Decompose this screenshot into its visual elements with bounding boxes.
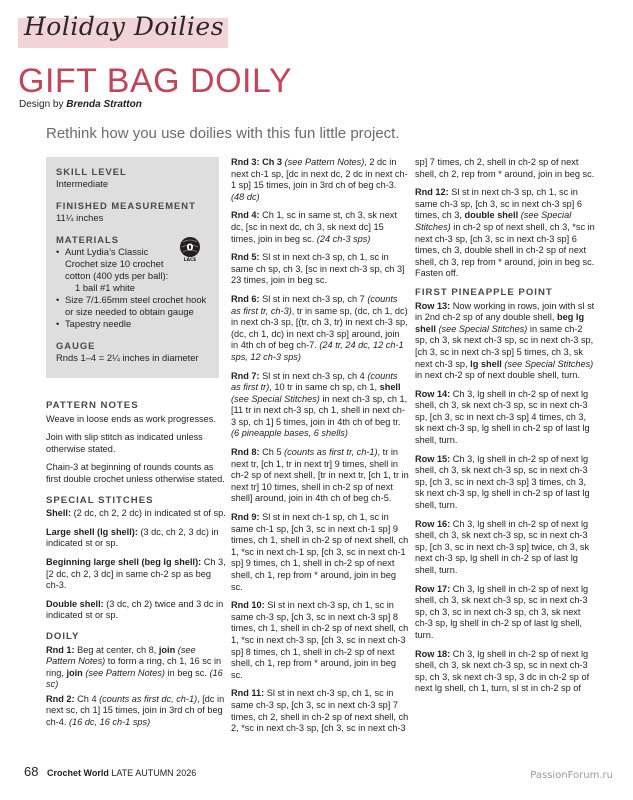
round-term: double shell [464, 210, 519, 221]
round-instruction [231, 600, 409, 681]
row-text: in next ch-2 sp of next double shell, turn. [415, 370, 580, 381]
round-instruction [231, 688, 409, 734]
stitch-name: Shell: [46, 508, 72, 519]
row-text: Ch 3, lg shell in ch-2 sp of next lg shell, ch 3, sk next ch-3 sp, sc in next ch-3 sp, ch 3, sk next ch-3 sp, 3 dc in ch-2 sp of next lg shell, ch 1, turn, sl st in ch-2 sp of [415, 648, 590, 694]
stitch-text: (3 dc, ch 2, 3 dc) in indicated st or sp. [46, 526, 219, 549]
column-1 [46, 400, 226, 736]
row-instruction [415, 649, 595, 695]
round-note: (counts as first dc, ch-1) [99, 693, 198, 704]
stitch-definition [46, 527, 226, 550]
round-term: join [158, 644, 176, 655]
round-instruction [46, 645, 226, 691]
round-text: , 10 tr in same ch sp, ch 1, [269, 382, 380, 393]
round-instruction [415, 187, 595, 280]
byline-prefix: Design by [19, 99, 67, 110]
column-2 [231, 157, 409, 742]
material-item [56, 282, 216, 294]
round-label: Rnd 10: [231, 600, 265, 611]
round-label: Rnd 7: [231, 370, 260, 381]
round-count: (24 ch-3 sps) [316, 233, 371, 244]
row-instruction [415, 454, 595, 512]
yarn-weight-icon [177, 236, 203, 262]
round-label: Rnd 3: Ch 3 [231, 157, 283, 167]
round-label: Rnd 12: [415, 187, 449, 198]
material-item [56, 318, 216, 330]
round-label: Rnd 5: [231, 252, 260, 263]
round-count: (16 dc, 16 ch-1 sps) [68, 717, 151, 728]
gauge-heading: GAUGE [56, 340, 96, 351]
round-text: in next ch-3 sp, ch 1, [11 tr in next ch-3 sp, ch 1, shell in next ch-3 sp, ch 1] 5 times, join in 4th ch of beg tr. [231, 393, 408, 427]
designer-name: Brenda Stratton [66, 99, 142, 110]
intro-text: Rethink how you use doilies with this fun little project. [46, 125, 400, 142]
round-instruction [231, 210, 409, 245]
row-text: Now working in rows, join with sl st in 2nd ch-2 sp of any double shell, [415, 300, 595, 323]
round-label: Rnd 2: [46, 693, 75, 704]
issue-date: LATE AUTUMN 2026 [111, 768, 197, 778]
round-term: join [66, 667, 83, 678]
row-note: (see Special Stitches) [501, 358, 594, 369]
round-count: (48 dc) [231, 191, 260, 202]
round-text: , tr in next tr, [ch 1, tr in next tr] 9 times, shell in ch-2 sp of next shell, [tr in next tr, [ch 1, tr in next tr] 10 times, shell in ch-2 sp of next shell] around, join in 4th ch of beg ch-5. [231, 447, 409, 504]
round-text: to form a ring, ch 1, 16 sc in ring, [46, 656, 222, 678]
round-text: Beg at center, ch 8, [74, 644, 159, 655]
round-note: (counts as first tr, ch-1) [284, 447, 378, 458]
round-note: (see Special Stitches) [231, 393, 320, 404]
round-instruction [231, 512, 409, 593]
round-note: (see Pattern Notes) [282, 157, 365, 167]
round-note: (counts as first tr) [231, 370, 398, 393]
material-text: Size 7/1.65mm steel crochet hook or size needed to obtain gauge [65, 294, 207, 317]
round-text: Sl st in next ch-3 sp, ch 1, sc in same ch-3 sp, [ch 3, sc in next ch-3 sp] 6 times, ch 3, [415, 187, 582, 221]
material-item [56, 294, 216, 318]
round-instruction [231, 447, 409, 505]
row-term: lg shell [470, 358, 502, 369]
round-text: Ch 5 [259, 447, 285, 458]
material-text: Tapestry needle [65, 318, 132, 329]
round-label: Rnd 9: [231, 512, 260, 523]
materials-heading: MATERIALS [56, 234, 119, 245]
round-text: , 2 dc in next ch-1 sp, [dc in next dc, 2 dc in next ch-1 sp] 15 times, join in 3rd ch of beg ch-3. [231, 157, 408, 191]
section-banner-text: Holiday Doilies [24, 12, 225, 41]
round-text: Sl st in next ch-3 sp, ch 1, sc in same ch-3 sp, [ch 3, sc in next ch-3 sp] 8 times, ch 1, shell in ch-2 sp of next shell, ch 1, *sc in next ch-3 sp, [ch 3, sc in next ch-3 sp] 8 times, ch 1, shell in ch-2 sp of next shell, ch 1, rep from * around, join in beg sc. [231, 600, 409, 680]
column-3 [415, 157, 595, 702]
stitch-name: Beginning large shell (beg lg shell): [46, 556, 202, 567]
round-label: Rnd 1: [46, 644, 75, 655]
row-label: Row 13: [415, 300, 451, 311]
round-instruction [231, 157, 409, 203]
skill-heading: SKILL LEVEL [56, 166, 127, 177]
stitch-name: Double shell: [46, 598, 104, 609]
round-text: Sl st in next ch-3 sp, ch 1, sc in same ch sp, ch 3, [sc in next ch-3 sp, ch 3] 23 times, join in beg sc. [231, 252, 405, 286]
round-instruction [231, 294, 409, 364]
row-label: Row 17: [415, 583, 451, 594]
stitch-text: (3 dc, ch 2) twice and 3 dc in indicated st or sp. [46, 598, 224, 621]
info-sidebar [46, 157, 219, 378]
round-text: sp] 7 times, ch 2, shell in ch-2 sp of next shell, ch 2, rep from * around, join in beg sc. [415, 157, 595, 179]
material-text: Aunt Lydia’s Classic Crochet size 10 crochet cotton (400 yds per ball): [65, 246, 169, 281]
round-text: Sl st in next ch-1 sp, ch 1, sc in same ch-1 sp, [ch 3, sc in next ch-1 sp] 9 times, ch 1, shell in ch-2 sp of next shell, ch 1, *sc in next ch-1 sp, [ch 3, sc in next ch-1 sp] 9 times, ch 1, shell in ch-2 sp of next shell, ch 1, rep from * around, join in beg sc. [231, 512, 409, 592]
round-note: (see Pattern Notes) [46, 644, 196, 667]
row-text: Ch 3, lg shell in ch-2 sp of next lg shell, ch 3, sk next ch-3 sp, sc in next ch-3 sp, ch 3, sc in next ch-3 sp, ch 3, sk next ch-3 sp, lg shell in ch-2 sp of last lg shell, turn. [415, 583, 589, 640]
pattern-note: Weave in loose ends as work progresses. [46, 413, 216, 424]
round-text: Ch 1, sc in same st, ch 3, sk next dc, [sc in next dc, ch 3, sk next dc] 15 times, join in beg sc. [231, 210, 397, 244]
doily-heading: DOILY [46, 630, 80, 642]
round-count: (16 sc) [46, 667, 223, 690]
round-label: Rnd 8: [231, 447, 260, 458]
row-text: Ch 3, lg shell in ch-2 sp of next lg shell, ch 3, sk next ch-3 sp, sc in next ch-3 sp, [ch 3, sc in next ch-3 sp] twice, ch 3, sk next ch-3 sp, lg shell in ch-2 sp of last lg shell, turn. [415, 518, 590, 575]
row-text: Ch 3, lg shell in ch-2 sp of next lg shell, ch 3, sk next ch-3 sp, sc in next ch-3 sp, [ch 3, sc in next ch-3 sp] 3 times, ch 3, sk next ch-3 sp, lg shell in ch-2 sp of last lg shell, turn. [415, 453, 590, 511]
byline [19, 99, 142, 110]
round-term: shell [379, 382, 401, 393]
stitch-definition [46, 508, 226, 520]
pattern-note: Join with slip stitch as indicated unless otherwise stated. [46, 432, 203, 454]
skill-value: Intermediate [56, 178, 109, 189]
row-label: Row 18: [415, 648, 451, 659]
magazine-name: Crochet World [46, 768, 109, 778]
round-note: (see Pattern Notes) [82, 667, 165, 678]
row-text: Ch 3, lg shell in ch-2 sp of next lg shell, ch 3, sk next ch-3 sp, sc in next ch-3 sp, [ch 3, sc in next ch-3 sp] 4 times, ch 3, sk next ch-3 sp, lg shell in ch-2 sp of last lg shell, turn. [415, 388, 590, 446]
row-label: Row 15: [415, 453, 451, 464]
row-note: (see Special Stitches) [435, 323, 528, 334]
round-note: (counts as first tr, ch-3) [231, 293, 398, 316]
round-text: Sl st in next ch-3 sp, ch 7 [259, 293, 368, 304]
stitch-definition [46, 557, 226, 592]
round-count: (6 pineapple bases, 6 shells) [231, 428, 348, 439]
stitch-text: (2 dc, ch 2, 2 dc) in indicated st of sp. [71, 508, 226, 519]
row-label: Row 16: [415, 518, 451, 529]
page-number: 68 [24, 764, 39, 779]
round-text: , [dc in next sc, ch 1] 15 times, join in 3rd ch of beg ch-4. [46, 693, 225, 728]
round-label: Rnd 6: [231, 293, 260, 304]
round-instruction [415, 157, 595, 180]
round-text: in ch-2 sp of next shell, ch 3, *sc in next ch-3 sp, [ch 3, sc in next ch-3 sp] 6 times, ch 3, double shell in ch-2 sp of next shell, ch 3, rep from * around, join in beg sc. Fasten off. [415, 221, 595, 279]
special-stitches-heading: SPECIAL STITCHES [46, 494, 154, 506]
round-text: Ch 4 [74, 693, 100, 704]
first-pineapple-heading: FIRST PINEAPPLE POINT [415, 286, 553, 298]
finished-heading: FINISHED MEASUREMENT [56, 200, 196, 211]
material-item [56, 246, 175, 282]
round-note: (see Special Stitches) [415, 210, 572, 232]
round-label: Rnd 4: [231, 210, 260, 221]
stitch-text: Ch 3, [2 dc, ch 2, 3 dc] in same ch-2 sp as beg ch-3. [46, 556, 226, 591]
row-instruction [415, 389, 595, 447]
round-text: , tr in same sp, (dc, ch 1, dc) in next ch-3 sp, [(tr, ch 3, tr) in next ch-3 sp, (dc, ch 1, dc) in next ch-3 sp] around, join in 4th ch of beg ch-7. [231, 305, 408, 351]
page-footer [24, 764, 196, 779]
stitch-definition [46, 599, 226, 622]
round-text: Sl st in next ch-3 sp, ch 4 [259, 370, 368, 381]
yarn-weight-number: 0 [186, 242, 194, 254]
watermark: PassionForum.ru [530, 770, 613, 781]
pattern-notes-heading: PATTERN NOTES [46, 400, 139, 411]
row-instruction [415, 519, 595, 577]
row-instruction [415, 301, 595, 382]
round-text: in beg sc. [165, 667, 210, 678]
page-title: GIFT BAG DOILY [18, 62, 293, 100]
row-instruction [415, 584, 595, 642]
round-count: (24 tr, 24 dc, 12 ch-1 sps, 12 ch-3 sps) [231, 340, 404, 362]
row-label: Row 14: [415, 388, 451, 399]
gauge-value: Rnds 1–4 = 2¼ inches in diameter [56, 352, 199, 363]
round-instruction [46, 694, 226, 729]
stitch-name: Large shell (lg shell): [46, 526, 138, 537]
finished-value: 11¼ inches [56, 212, 104, 223]
pattern-note: Chain-3 at beginning of rounds counts as first double crochet unless otherwise stated. [46, 462, 225, 484]
material-text: 1 ball #1 white [75, 282, 135, 293]
round-instruction [231, 371, 409, 441]
round-instruction [231, 252, 409, 287]
round-text: Sl st in next ch-3 sp, ch 1, sc in same ch-3 sp, [ch 3, sc in next ch-3 sp] 7 times, ch 2, shell in ch-2 sp of next shell, ch 2, *sc in next ch-3 sp, [ch 3, sc in next ch-3 [231, 688, 409, 734]
round-label: Rnd 11: [231, 688, 265, 699]
row-term: beg lg shell [415, 312, 585, 334]
yarn-weight-label: LACE [183, 258, 197, 262]
row-text: in same ch-2 sp, ch 3, sk next ch-3 sp, sc in next ch-3 sp, [ch 3, sc in next ch-3 sp] 5 times, ch 3, sk next ch-3 sp, [415, 323, 594, 369]
